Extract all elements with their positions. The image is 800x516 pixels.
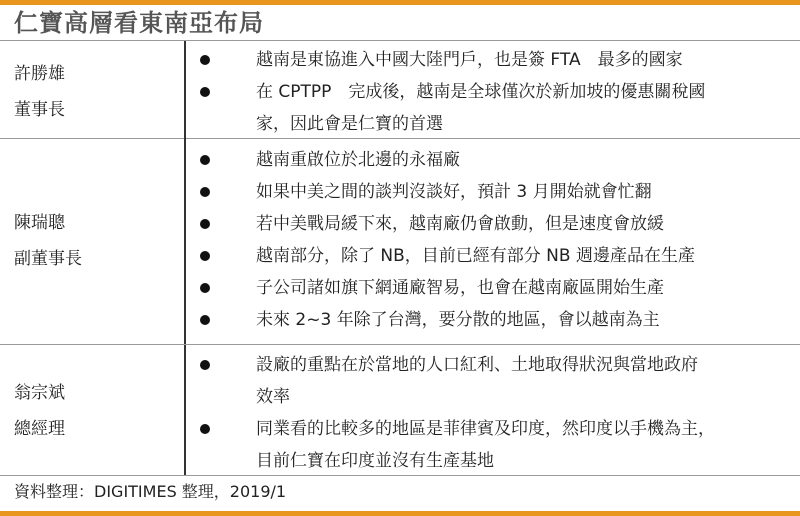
bullet-item xyxy=(190,304,790,336)
bullet-dot-icon xyxy=(200,55,210,65)
person-name-title xyxy=(14,375,65,447)
bullet-dot-icon xyxy=(200,315,210,325)
bullet-item xyxy=(190,240,790,272)
bullet-text: 設廠的重點在於當地的人口紅利、土地取得狀況與當地政府 xyxy=(256,355,698,375)
bullet-item xyxy=(190,208,790,240)
section-chairman xyxy=(0,40,800,139)
top-accent-rule xyxy=(0,0,800,5)
person-title: 副董事長 xyxy=(14,249,82,269)
bullet-item xyxy=(190,44,790,76)
bullet-text-continued: 家，因此會是仁寶的首選 xyxy=(256,114,443,134)
bullet-text: 越南部分，除了 NB，目前已經有部分 NB 週邊產品在生產 xyxy=(256,246,695,266)
bullet-text-continued: 效率 xyxy=(256,387,290,407)
person-title: 總經理 xyxy=(14,419,65,439)
bullet-text-continued: 目前仁寶在印度並沒有生產基地 xyxy=(256,451,494,471)
bullet-text: 越南重啟位於北邊的永福廠 xyxy=(256,150,460,170)
person-name: 許勝雄 xyxy=(14,64,65,84)
bullet-text: 如果中美之間的談判沒談好，預計 3 月開始就會忙翻 xyxy=(256,182,652,202)
column-divider xyxy=(184,41,186,138)
bullet-text: 子公司諸如旗下網通廠智易，也會在越南廠區開始生產 xyxy=(256,278,664,298)
bullet-item xyxy=(190,272,790,304)
bullet-text: 在 CPTPP 完成後，越南是全球僅次於新加坡的優惠關稅國 xyxy=(256,82,706,102)
bullet-dot-icon xyxy=(200,424,210,434)
bullet-item xyxy=(190,413,790,477)
bullet-dot-icon xyxy=(200,155,210,165)
bottom-accent-rule xyxy=(0,511,800,516)
bullet-text: 同業看的比較多的地區是菲律賓及印度，然印度以手機為主， xyxy=(256,419,715,439)
bullet-dot-icon xyxy=(200,87,210,97)
bullet-list xyxy=(190,44,790,140)
page-title: 仁寶高層看東南亞布局 xyxy=(14,9,264,37)
bullet-dot-icon xyxy=(200,219,210,229)
source-note: 資料整理：DIGITIMES 整理，2019/1 xyxy=(14,482,287,501)
person-name-title xyxy=(14,205,82,277)
bullet-item xyxy=(190,76,790,140)
bullet-dot-icon xyxy=(200,360,210,370)
bullet-text: 越南是東協進入中國大陸門戶，也是簽 FTA 最多的國家 xyxy=(256,50,683,70)
bullet-dot-icon xyxy=(200,283,210,293)
bullet-text: 未來 2~3 年除了台灣，要分散的地區，會以越南為主 xyxy=(256,310,660,330)
bullet-item xyxy=(190,176,790,208)
section-vice-chairman xyxy=(0,138,800,345)
column-divider xyxy=(184,345,186,475)
person-title: 董事長 xyxy=(14,100,65,120)
bullet-list xyxy=(190,349,790,477)
person-name: 陳瑞聰 xyxy=(14,213,65,233)
column-divider xyxy=(184,138,186,344)
bullet-dot-icon xyxy=(200,187,210,197)
bullet-item xyxy=(190,144,790,176)
bullet-item xyxy=(190,349,790,413)
bullet-text: 若中美戰局緩下來，越南廠仍會啟動，但是速度會放緩 xyxy=(256,214,664,234)
bullet-dot-icon xyxy=(200,251,210,261)
section-president xyxy=(0,345,800,476)
person-name-title xyxy=(14,56,65,128)
bullet-list xyxy=(190,144,790,336)
person-name: 翁宗斌 xyxy=(14,383,65,403)
